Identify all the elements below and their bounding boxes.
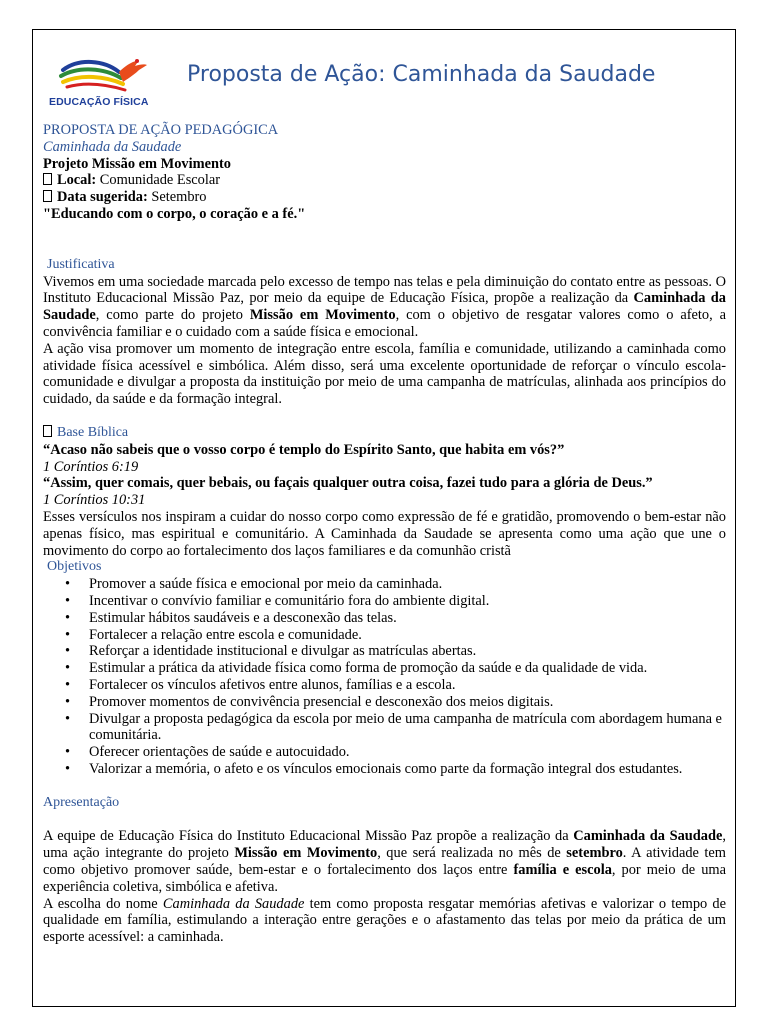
text-span: , que será realizada no mês de [377,845,567,862]
text-span: A escolha do nome [43,895,163,912]
text-span: , por meio de uma experiência coletiva, simbólica e afetiva. [43,862,726,895]
checkbox-icon [43,425,52,437]
list-item: • Fortalecer a relação entre escola e comunidade. [89,627,726,644]
text-span: Vivemos em uma sociedade marcada pelo excesso de tempo nas telas e pela diminuição do contato entre as pessoas. O Instituto Educacional Missão Paz, por meio da equipe de Educação Física, propõe a realização da [43,273,726,307]
intro-subtitle: Caminhada da Saudade [43,138,182,155]
list-item: • Valorizar a memória, o afeto e os vínculos emocionais como parte da formação integral dos estudantes. [89,761,726,778]
objetivos-heading: Objetivos [47,559,102,575]
bold-span: Missão em Movimento [234,845,378,862]
justificativa-p1 [43,274,726,341]
base-biblica-label: Base Bíblica [57,424,129,440]
justificativa-heading: Justificativa [47,256,115,272]
bold-span: Caminhada da Saudade [573,828,723,845]
page-title: Proposta de Ação: Caminhada da Saudade [187,62,656,87]
text-span: A equipe de Educação Física do Instituto Educacional Missão Paz propõe a realização da [43,828,574,845]
bold-span: família e escola [513,862,612,879]
logo-text: EDUCAÇÃO FÍSICA [49,96,149,108]
checkbox-icon [43,190,52,202]
bold-span: setembro [566,845,623,862]
text-span: , com o objetivo de resgatar valores como o afeto, a convivência familiar e o cuidado com a saúde física e emocional. [43,307,726,340]
list-item: • Oferecer orientações de saúde e autocuidado. [89,744,726,761]
list-item: • Estimular hábitos saudáveis e a desconexão das telas. [89,610,726,627]
date-value: Setembro [147,189,207,206]
text-span: tem como proposta resgatar memórias afetivas e valorizar o tempo de qualidade em família, estimulando a interação entre gerações e o afastamento das telas por meio da prática de um esporte acessível: a caminhada. [43,895,726,946]
list-item: • Incentivar o convívio familiar e comunitário fora do ambiente digital. [89,593,726,610]
project-name: Projeto Missão em Movimento [43,155,231,172]
list-item: • Promover a saúde física e emocional por meio da caminhada. [89,576,726,593]
list-item: • Divulgar a proposta pedagógica da escola por meio de uma campanha de matrícula com abordagem humana e comunitária. [89,711,726,745]
local-label: Local: [57,172,97,189]
verse-quote-2: “Assim, quer comais, quer bebais, ou façais qualquer outra coisa, fazei tudo para a glória de Deus.” [43,475,653,492]
local-value: Comunidade Escolar [96,172,221,189]
apresentacao-p1 [43,828,726,895]
verse-ref-1: 1 Coríntios 6:19 [43,458,139,475]
logo [49,52,153,112]
date-label: Data sugerida: [57,189,148,206]
text-span: , como parte do projeto [95,307,250,324]
objetivos-list [43,576,726,778]
document-body [43,122,726,946]
list-item: • Estimular a prática da atividade física como forma de promoção da saúde e da qualidade de vida. [89,660,726,677]
list-item: • Reforçar a identidade institucional e divulgar as matrículas abertas. [89,643,726,660]
bold-span: Caminhada da Saudade [43,290,726,324]
verse-quote-1: “Acaso não sabeis que o vosso corpo é templo do Espírito Santo, que habita em vós?” [43,441,565,458]
apresentacao-heading: Apresentação [43,794,120,810]
italic-span: Caminhada da Saudade [162,895,305,912]
text-span: . A atividade tem como objetivo promover saúde, bem-estar e o fortalecimento dos laços entre [43,845,726,879]
local-line [43,172,726,189]
text-span: , uma ação integrante do projeto [43,828,726,862]
verse-ref-2: 1 Coríntios 10:31 [43,492,146,509]
date-line [43,189,726,206]
list-item: • Fortalecer os vínculos afetivos entre alunos, famílias e a escola. [89,677,726,694]
base-biblica-heading [43,425,726,442]
dove-logo-icon [49,52,153,96]
checkbox-icon [43,173,52,185]
justificativa-p2: A ação visa promover um momento de integração entre escola, família e comunidade, utilizando a caminhada como atividade física acessível e simbólica. Além disso, será uma excelente oportunidade de reforçar o vínculo escola-comunidade e divulgar a proposta da instituição por meio de uma campanha de matrículas, alinhada aos princípios do cuidado, da saúde e da formação integral. [43,340,726,408]
intro-heading: PROPOSTA DE AÇÃO PEDAGÓGICA [43,122,279,138]
motto: "Educando com o corpo, o coração e a fé." [43,205,306,222]
list-item: • Promover momentos de convivência presencial e desconexão dos meios digitais. [89,694,726,711]
apresentacao-p2 [43,896,726,946]
base-biblica-text: Esses versículos nos inspiram a cuidar do nosso corpo como expressão de fé e gratidão, promovendo o bem-estar não apenas físico, mas espiritual e comunitário. A Caminhada da Saudade se apresenta como uma ação que une o movimento do corpo ao fortalecimento dos laços familiares e da comunhão cristã [43,508,726,559]
bold-span: Missão em Movimento [249,307,396,324]
